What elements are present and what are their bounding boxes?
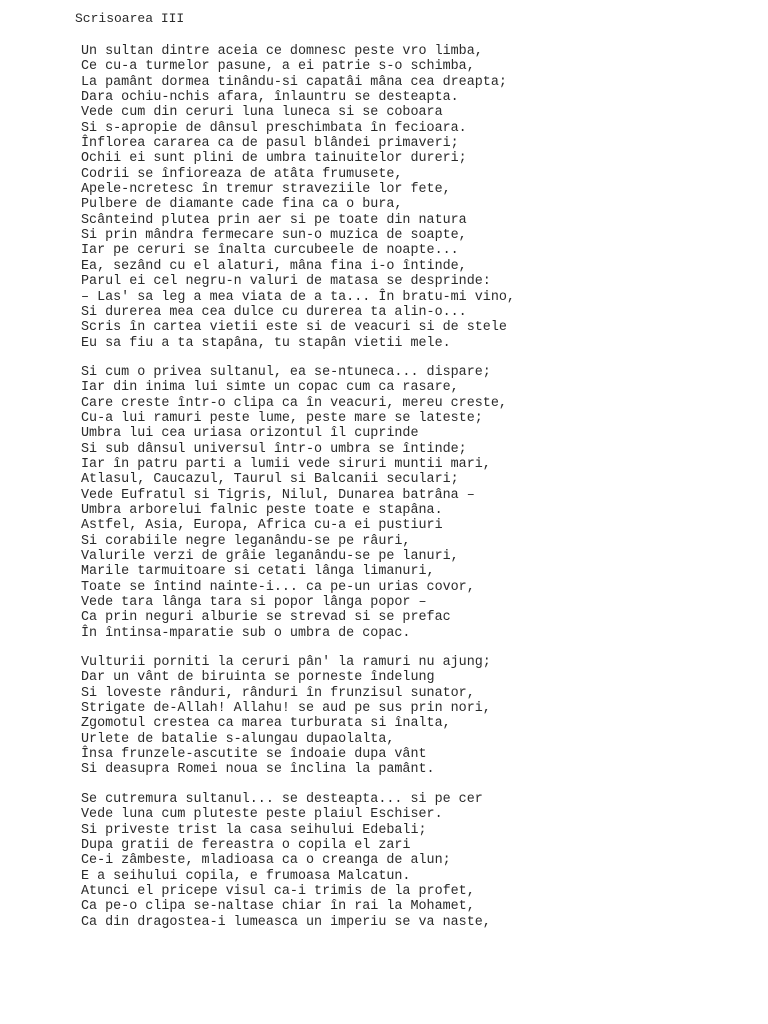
poem-line: Pulbere de diamante cade fina ca o bura, (81, 197, 403, 213)
poem-line: Apele-ncretesc în tremur straveziile lor fete, (81, 182, 451, 198)
document-title: Scrisoarea III (75, 11, 185, 26)
poem-line: Atlasul, Caucazul, Taurul si Balcanii seculari; (81, 472, 459, 488)
poem-line: Scânteind plutea prin aer si pe toate din natura (81, 212, 467, 228)
poem-line: Se cutremura sultanul... se desteapta... si pe cer (81, 791, 483, 807)
poem-line: – Las' sa leg a mea viata de a ta... În bratu-mi vino, (81, 289, 515, 305)
poem-stanza (81, 44, 761, 351)
poem-line: Vede tara lânga tara si popor lânga popor – (81, 595, 427, 611)
poem-stanza (81, 792, 761, 930)
poem-line: E a seihului copila, e frumoasa Malcatun. (81, 868, 411, 884)
poem-line: Înflorea cararea ca de pasul blândei primaveri; (81, 136, 459, 152)
poem-line: Si priveste trist la casa seihului Edebali; (81, 822, 427, 838)
poem-line: Ea, sezând cu el alaturi, mâna fina i-o întinde, (81, 258, 467, 274)
poem-line: Vede luna cum pluteste peste plaiul Eschiser. (81, 807, 443, 823)
poem-line: Scris în cartea vietii este si de veacuri si de stele (81, 320, 507, 336)
poem-line: Codrii se înfioreaza de atâta frumusete, (81, 166, 403, 182)
poem-line: Un sultan dintre aceia ce domnesc peste vro limba, (81, 44, 483, 59)
poem-line: Zgomotul crestea ca marea turburata si înalta, (81, 716, 451, 732)
poem-line: Si deasupra Romei noua se înclina la pamânt. (81, 762, 435, 778)
poem-line: Vede cum din ceruri luna luneca si se coboara (81, 105, 443, 121)
poem-line: Si prin mândra fermecare sun-o muzica de soapte, (81, 228, 467, 244)
poem-line: Iar pe ceruri se înalta curcubeele de noapte... (81, 243, 459, 259)
poem-line: Vede Eufratul si Tigris, Nilul, Dunarea batrâna – (81, 487, 475, 503)
poem-line: Însa frunzele-ascutite se îndoaie dupa vânt (81, 747, 427, 763)
poem-line: Si cum o privea sultanul, ea se-ntuneca... dispare; (81, 364, 491, 380)
poem-line: Ce-i zâmbeste, mladioasa ca o creanga de alun; (81, 853, 451, 869)
poem-line: Care creste într-o clipa ca în veacuri, mereu creste, (81, 395, 507, 411)
poem-line: Ca prin neguri alburie se strevad si se prefac (81, 610, 451, 626)
poem-line: Ca din dragostea-i lumeasca un imperiu se va naste, (81, 914, 491, 930)
poem-line: Si s-apropie de dânsul preschimbata în fecioara. (81, 120, 467, 136)
poem-line: Iar în patru parti a lumii vede siruri muntii mari, (81, 456, 491, 472)
poem-line: Dar un vânt de biruinta se porneste îndelung (81, 670, 435, 686)
poem-line: Vulturii porniti la ceruri pân' la ramuri nu ajung; (81, 655, 491, 671)
poem-line: Marile tarmuitoare si cetati lânga limanuri, (81, 564, 435, 580)
poem-line: Umbra arborelui falnic peste toate e stapâna. (81, 502, 443, 518)
poem-line: Urlete de batalie s-alungau dupaolalta, (81, 731, 395, 747)
poem-line: Si loveste rânduri, rânduri în frunzisul sunator, (81, 685, 475, 701)
poem-line: Atunci el pricepe visul ca-i trimis de la profet, (81, 883, 475, 899)
poem-line: În întinsa-mparatie sub o umbra de copac. (81, 625, 411, 641)
poem-line: Cu-a lui ramuri peste lume, peste mare se lateste; (81, 410, 483, 426)
poem-line: Si sub dânsul universul într-o umbra se întinde; (81, 441, 467, 457)
poem-line: Ce cu-a turmelor pasune, a ei patrie s-o schimba, (81, 59, 475, 75)
poem-line: Parul ei cel negru-n valuri de matasa se desprinde: (81, 274, 491, 290)
poem-stanza (81, 655, 761, 778)
poem-line: Si corabiile negre leganându-se pe râuri, (81, 533, 411, 549)
poem-line: Dara ochiu-nchis afara, înlauntru se desteapta. (81, 90, 459, 106)
poem-line: Strigate de-Allah! Allahu! se aud pe sus prin nori, (81, 701, 491, 717)
poem-body (81, 44, 761, 944)
poem-line: Valurile verzi de grâie leganându-se pe lanuri, (81, 549, 459, 564)
poem-line: Eu sa fiu a ta stapâna, tu stapân vietii mele. (81, 335, 451, 351)
poem-line: Umbra lui cea uriasa orizontul îl cuprinde (81, 426, 419, 442)
poem-stanza (81, 365, 761, 641)
poem-line: Astfel, Asia, Europa, Africa cu-a ei pustiuri (81, 518, 443, 534)
poem-line: Ca pe-o clipa se-naltase chiar în rai la Mohamet, (81, 899, 475, 915)
poem-line: Ochii ei sunt plini de umbra tainuitelor dureri; (81, 151, 467, 167)
poem-line: Toate se întind nainte-i... ca pe-un urias covor, (81, 579, 475, 595)
poem-line: La pamânt dormea tinându-si capatâi mâna cea dreapta; (81, 74, 507, 90)
poem-line: Si durerea mea cea dulce cu durerea ta alin-o... (81, 304, 467, 320)
poem-line: Dupa gratii de fereastra o copila el zari (81, 837, 411, 853)
poem-line: Iar din inima lui simte un copac cum ca rasare, (81, 380, 459, 396)
